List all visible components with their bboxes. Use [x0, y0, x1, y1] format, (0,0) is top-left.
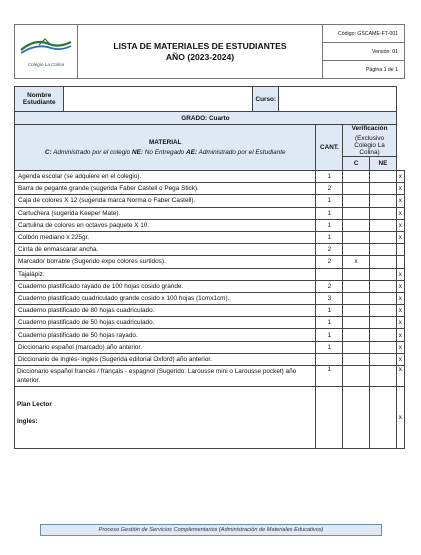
item-check-c[interactable] [343, 341, 370, 353]
col-ne-header: NE [370, 157, 397, 171]
item-description: Cartuchera (sugerida Keeper Mate). [15, 207, 316, 219]
logo-cell [15, 25, 78, 79]
item-check-c[interactable] [343, 292, 370, 304]
table-row [15, 280, 405, 292]
item-check-ae[interactable]: x [396, 207, 404, 219]
item-check-ne[interactable] [370, 280, 397, 292]
item-description: Cuaderno plastificado rayado de 100 hojas cosido grande. [15, 280, 316, 292]
item-check-ae[interactable]: x [396, 317, 404, 329]
item-check-ne[interactable] [370, 341, 397, 353]
item-check-ne[interactable] [370, 207, 397, 219]
item-check-ae[interactable] [396, 244, 404, 256]
item-quantity: 2 [316, 244, 343, 256]
table-row [15, 292, 405, 304]
nombre-field[interactable] [64, 87, 253, 112]
item-description: Cartulina de colores en octavos paquete X 10. [15, 219, 316, 231]
item-rows [15, 171, 405, 366]
item-check-c[interactable] [343, 366, 370, 387]
item-check-c[interactable] [343, 219, 370, 231]
item-quantity [316, 353, 343, 365]
document-version: Versión: 01 [323, 43, 405, 61]
item-check-c[interactable] [343, 231, 370, 243]
item-check-c[interactable] [343, 329, 370, 341]
item-check-c[interactable] [343, 195, 370, 207]
table-row [15, 366, 405, 387]
item-check-c[interactable] [343, 183, 370, 195]
item-check-ae[interactable]: x [396, 353, 404, 365]
item-description: Colbón mediano x 225gr. [15, 231, 316, 243]
item-check-ne[interactable] [370, 292, 397, 304]
cant-header: CANT. [316, 125, 343, 171]
item-check-ne[interactable] [370, 195, 397, 207]
item-check-ne[interactable] [370, 329, 397, 341]
table-row [15, 268, 405, 280]
item-check-ne[interactable] [370, 317, 397, 329]
item-quantity: 2 [316, 256, 343, 268]
table-row [15, 219, 405, 231]
item-quantity: 1 [316, 341, 343, 353]
item-quantity: 1 [316, 329, 343, 341]
document-header [14, 24, 405, 79]
nombre-label: Nombre Estudiante [15, 87, 64, 112]
item-description: Cuaderno plastificado cuadriculado grande cosido x 100 hojas (1cmx1cm). [15, 292, 316, 304]
item-quantity: 2 [316, 280, 343, 292]
item-check-ne[interactable] [370, 268, 397, 280]
grado-row: GRADO: Cuarto [15, 112, 397, 125]
item-check-ae[interactable]: x [396, 171, 404, 183]
item-check-ne[interactable] [370, 353, 397, 365]
item-check-c[interactable] [343, 207, 370, 219]
item-check-c[interactable] [343, 244, 370, 256]
table-row [15, 183, 405, 195]
table-row [15, 305, 405, 317]
table-row [15, 207, 405, 219]
item-check-ae[interactable] [396, 256, 404, 268]
item-check-c[interactable] [343, 305, 370, 317]
item-quantity: 2 [316, 183, 343, 195]
item-check-ne[interactable] [370, 183, 397, 195]
col-c-header: C [343, 157, 370, 171]
item-check-ne[interactable] [370, 219, 397, 231]
item-description: Diccionario español (marcado) año anterior. [15, 341, 316, 353]
school-logo-icon [19, 36, 73, 56]
item-description: Cuaderno plastificado de 50 hojas cuadriculado. [15, 317, 316, 329]
item-quantity: 3 [316, 292, 343, 304]
item-quantity: 1 [316, 366, 343, 387]
item-check-ae[interactable]: x [396, 183, 404, 195]
plan-lector-cell: Plan Lector Inglés: [15, 387, 316, 449]
item-description: Barra de pegante grande (sugerida Faber Castell o Pega Stick). [15, 183, 316, 195]
item-quantity: 1 [316, 219, 343, 231]
item-check-ae[interactable]: x [396, 268, 404, 280]
item-check-ne[interactable] [370, 256, 397, 268]
curso-label: Curso: [253, 87, 279, 112]
item-check-c[interactable] [343, 280, 370, 292]
item-check-c[interactable] [343, 268, 370, 280]
item-description: Cuaderno plastificado de 80 hojas cuadriculado. [15, 305, 316, 317]
item-check-ae[interactable]: x [396, 280, 404, 292]
item-check-ne[interactable] [370, 171, 397, 183]
item-quantity: 1 [316, 195, 343, 207]
table-row [15, 231, 405, 243]
item-quantity: 1 [316, 231, 343, 243]
item-check-ae[interactable]: x [396, 219, 404, 231]
item-check-ae[interactable]: x [396, 195, 404, 207]
item-description: Agenda escolar (se adquiere en el colegio). [15, 171, 316, 183]
item-check-c[interactable] [343, 317, 370, 329]
item-quantity: 1 [316, 305, 343, 317]
materials-table [14, 86, 405, 449]
table-row [15, 195, 405, 207]
item-check-ae[interactable]: x [396, 366, 404, 387]
item-quantity: 1 [316, 207, 343, 219]
item-description: Diccionario de Inglés- inglés (Sugerida editorial Oxford) año anterior. [15, 353, 316, 365]
item-quantity: 1 [316, 171, 343, 183]
table-row [15, 244, 405, 256]
document-code: Código: GSCAME-FT-001 [323, 25, 405, 43]
item-description: Cinta de enmascarar ancha. [15, 244, 316, 256]
item-check-c[interactable]: x [343, 256, 370, 268]
document-title: LISTA DE MATERIALES DE ESTUDIANTES AÑO (2023-2024) [78, 25, 323, 79]
item-check-ne[interactable] [370, 305, 397, 317]
item-description: Caja de colores X 12 (sugerida marca Norma o Faber Castell). [15, 195, 316, 207]
logo-text: Colegio La Colina [27, 62, 65, 67]
document-page-number: Página 1 de 1 [323, 61, 405, 79]
legend-text: C: Administrado por el colegio NE: No Entregado AE: Administrado por el Estudiante [44, 149, 286, 156]
item-description: Tajalápiz. [15, 268, 316, 280]
item-check-ae[interactable]: x [396, 292, 404, 304]
item-check-c[interactable] [343, 353, 370, 365]
plan-check-ae[interactable]: x [396, 387, 404, 449]
item-description: Cuaderno plastificado de 50 hojas rayado. [15, 329, 316, 341]
item-check-ae[interactable]: x [396, 305, 404, 317]
item-check-ne[interactable] [370, 244, 397, 256]
item-check-ae[interactable]: x [396, 329, 404, 341]
item-check-ae[interactable]: x [396, 231, 404, 243]
curso-field[interactable] [279, 87, 397, 112]
item-quantity: 1 [316, 317, 343, 329]
table-row [15, 171, 405, 183]
material-header: MATERIAL C: Administrado por el colegio NE: No Entregado AE: Administrado por el Estudiante [15, 125, 316, 171]
plan-lector-row [15, 387, 405, 449]
table-row [15, 256, 405, 268]
table-row [15, 353, 405, 365]
footer-process: Proceso Gestión de Servicios Complementarios (Administración de Materiales Educativos) [40, 524, 382, 536]
item-check-ne[interactable] [370, 231, 397, 243]
item-description: Marcador borrable (Sugerido expo colores surtidos). [15, 256, 316, 268]
item-description: Diccionario español francés / français - espagnol (Sugerido: Larousse mini o Larousse pocket) año anterior. [15, 366, 316, 387]
table-row [15, 329, 405, 341]
item-check-ae[interactable]: x [396, 341, 404, 353]
table-row [15, 317, 405, 329]
table-row [15, 341, 405, 353]
item-quantity [316, 268, 343, 280]
item-check-ne[interactable] [370, 366, 397, 387]
item-check-c[interactable] [343, 171, 370, 183]
verificacion-header: Verificación (Exclusivo Colegio La Colina) [343, 125, 396, 157]
